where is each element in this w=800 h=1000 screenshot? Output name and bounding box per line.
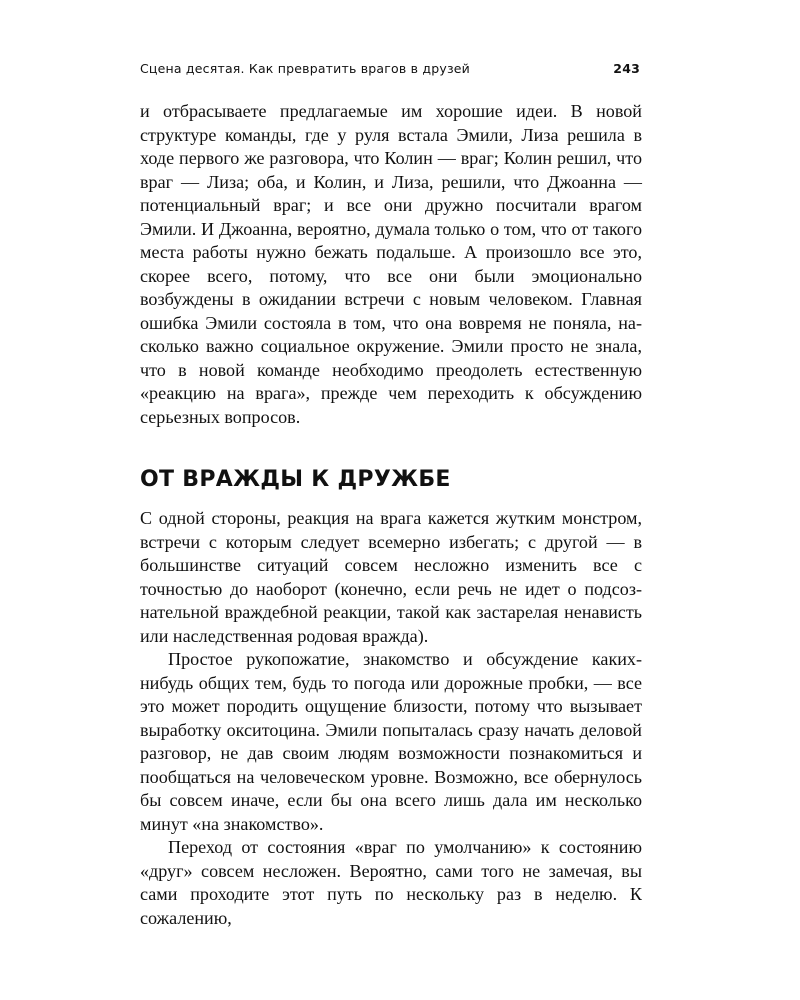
section-paragraph-2: Простое рукопожатие, знакомство и обсуждение каких-нибудь общих тем, будь то погода или дорожные пробки, — все это может породить ощущение близости, потому что вызывает выработку окситоцина. Эмили попыталась сразу начать деловой разговор, не дав своим людям возможности познакомиться и пообщаться на человеческом уровне. Возможно, все обернулось бы совсем иначе, если бы она всего лишь дала им несколько минут «на знакомство». bbox=[140, 649, 642, 834]
section-body bbox=[140, 507, 642, 930]
page-number: 243 bbox=[613, 61, 640, 76]
section-paragraph-1: С одной стороны, реакция на врага кажется жутким монстром, встречи с которым следует всемерно избегать; с другой — в большинстве ситуаций совсем несложно изменить все с точностью до наоборот (конечно, если речь не идет о подсознательной враждебной реакции, такой как застарелая ненависть или наследственная родовая вражда). bbox=[140, 508, 642, 646]
running-title: Сцена десятая. Как превратить врагов в друзей bbox=[140, 61, 471, 76]
section-paragraph-3: Переход от состояния «враг по умолчанию» к состоянию «друг» совсем несложен. Вероятно, сами того не замечая, вы сами проходите этот путь по нескольку раз в неделю. К сожалению, bbox=[140, 837, 642, 928]
paragraph-continued: и отбрасываете предлагаемые им хорошие идеи. В новой структуре команды, где у руля встала Эмили, Лиза решила в ходе первого же разговора, что Колин — враг; Колин решил, что враг — Лиза; оба, и Колин, и Лиза, решили, что Джоанна — потенциальный враг; и все они дружно посчитали врагом Эмили. И Джоанна, вероятно, думала только о том, что от такого места работы нужно бежать подальше. А произошло все это, скорее всего, потому, что все они были эмоционально возбуждены в ожидании встречи с новым человеком. Главная ошибка Эмили состояла в том, что она вовремя не поняла, насколько важно социальное окружение. Эмили просто не знала, что в новой команде необходимо преодолеть естественную «реакцию на врага», прежде чем переходить к обсуждению серьезных вопросов. bbox=[140, 101, 642, 427]
book-page bbox=[140, 0, 642, 1000]
running-header bbox=[140, 61, 642, 81]
section-heading: ОТ ВРАЖДЫ К ДРУЖБЕ bbox=[140, 467, 451, 492]
